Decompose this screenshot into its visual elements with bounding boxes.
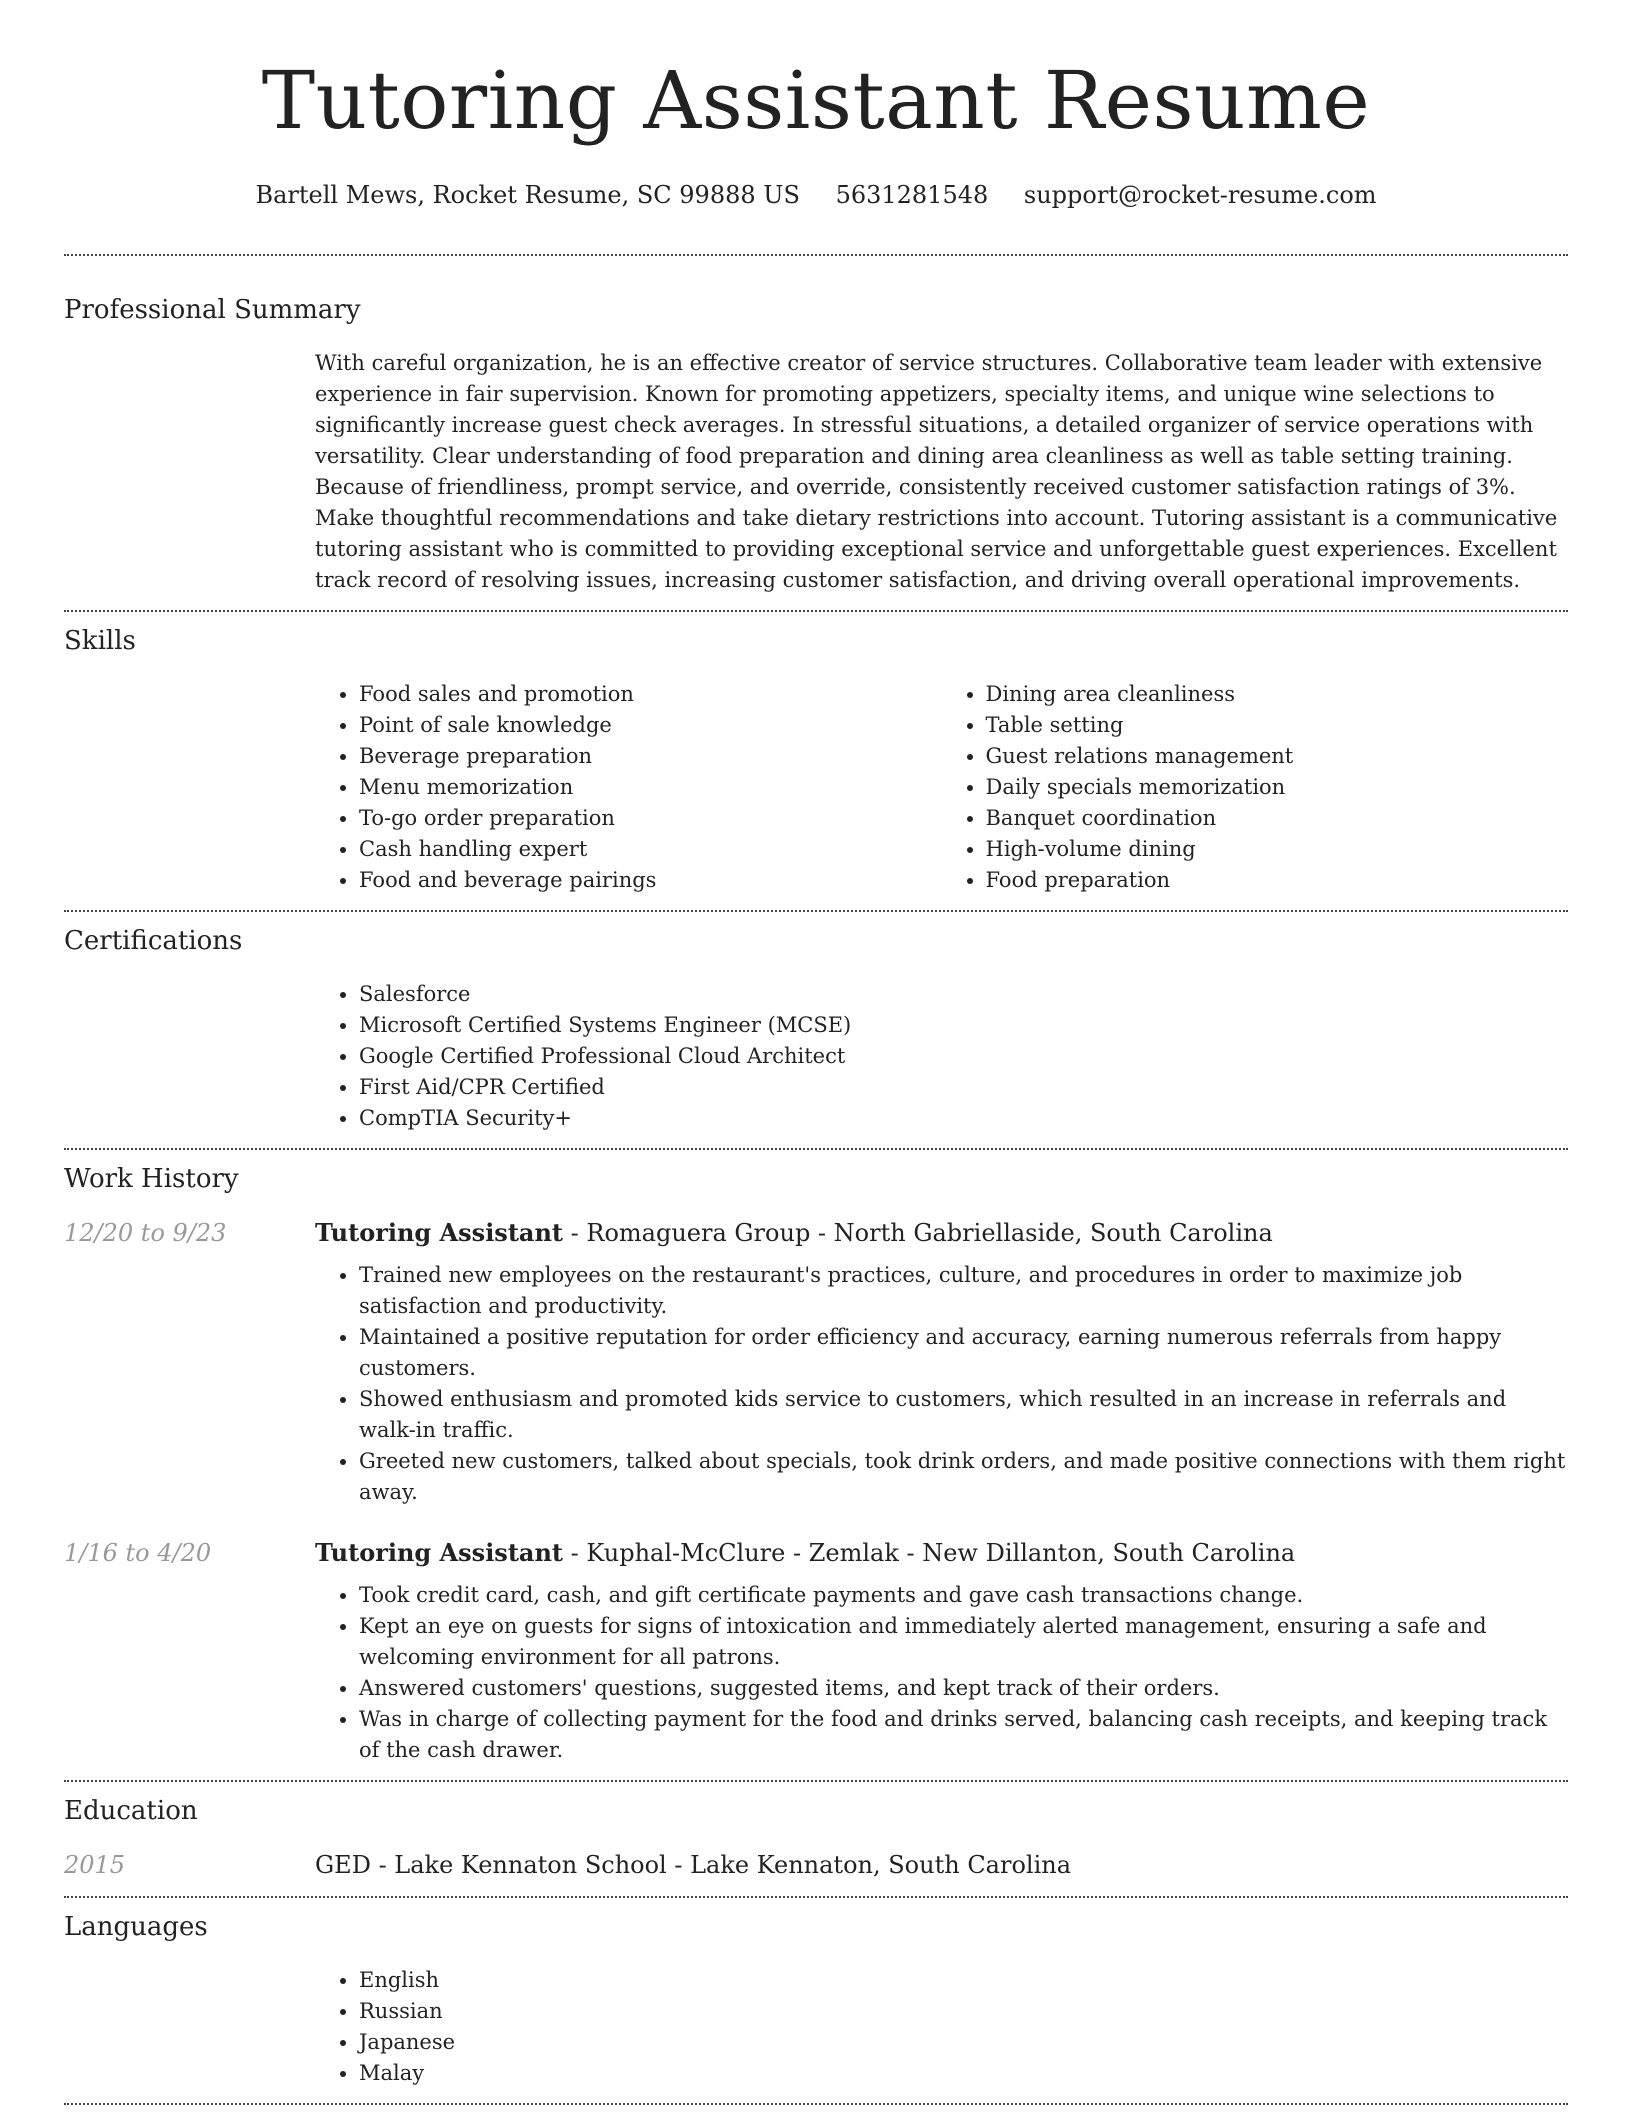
job-bullet: • Trained new employees on the restaurant's practices, culture, and procedures in order to maximize job satisfaction and productivity. xyxy=(359,1260,1568,1322)
skill-item: • Food sales and promotion xyxy=(359,679,942,710)
work-history-section xyxy=(64,1162,1568,1766)
job-bullet: • Maintained a positive reputation for order efficiency and accuracy, earning numerous referrals from happy customers. xyxy=(359,1322,1568,1384)
resume-title: Tutoring Assistant Resume xyxy=(261,54,1371,147)
contact-phone: 5631281548 xyxy=(835,181,989,209)
job-bullet: • Kept an eye on guests for signs of intoxication and immediately alerted management, ensuring a safe and welcoming environment for all patrons. xyxy=(359,1611,1568,1673)
certification-item: • Salesforce xyxy=(359,979,1568,1010)
job-bullet: • Took credit card, cash, and gift certificate payments and gave cash transactions change. xyxy=(359,1580,1568,1611)
contact-address: Bartell Mews, Rocket Resume, SC 99888 US xyxy=(255,181,800,209)
job-entry xyxy=(64,1216,1568,1508)
skill-item: • Food and beverage pairings xyxy=(359,865,942,896)
languages-list xyxy=(315,1965,1568,2089)
skill-item: • Daily specials memorization xyxy=(986,772,1569,803)
job-bullets xyxy=(315,1260,1568,1508)
section-divider xyxy=(64,1148,1568,1150)
job-dates: 12/20 to 9/23 xyxy=(64,1219,227,1247)
skill-item: • Beverage preparation xyxy=(359,741,942,772)
language-item: • Malay xyxy=(359,2058,1568,2089)
certification-item: • Microsoft Certified Systems Engineer (MCSE) xyxy=(359,1010,1568,1041)
skills-section xyxy=(64,624,1568,896)
education-date: 2015 xyxy=(64,1851,126,1879)
section-divider xyxy=(64,910,1568,912)
job-bullet: • Answered customers' questions, suggested items, and kept track of their orders. xyxy=(359,1673,1568,1704)
skills-list-left xyxy=(315,679,942,896)
section-divider xyxy=(64,610,1568,612)
skill-item: • To-go order preparation xyxy=(359,803,942,834)
contact-email: support@rocket-resume.com xyxy=(1023,181,1377,209)
certifications-heading: Certifications xyxy=(64,926,243,956)
skill-item: • Cash handling expert xyxy=(359,834,942,865)
section-divider xyxy=(64,2103,1568,2105)
header-divider xyxy=(64,254,1568,256)
education-heading: Education xyxy=(64,1796,198,1826)
language-item: • English xyxy=(359,1965,1568,1996)
job-title: Tutoring Assistant xyxy=(315,1218,563,1247)
skill-item: • Menu memorization xyxy=(359,772,942,803)
language-item: • Russian xyxy=(359,1996,1568,2027)
skill-item: • Table setting xyxy=(986,710,1569,741)
certifications-section xyxy=(64,924,1568,1134)
skill-item: • Food preparation xyxy=(986,865,1569,896)
certification-item: • Google Certified Professional Cloud Architect xyxy=(359,1041,1568,1072)
languages-heading: Languages xyxy=(64,1912,208,1942)
summary-text: With careful organization, he is an effective creator of service structures. Collaborative team leader with extensive experience in fair supervision. Known for promoting appetizers, specialty items, and unique wine selections to significantly increase guest check averages. In stressful situations, a detailed organizer of service operations with versatility. Clear understanding of food preparation and dining area cleanliness as well as table setting training. Because of friendliness, prompt service, and override, consistently received customer satisfaction ratings of 3%. Make thoughtful recommendations and take dietary restrictions into account. Tutoring assistant is a communicative tutoring assistant who is committed to providing exceptional service and unforgettable guest experiences. Excellent track record of resolving issues, increasing customer satisfaction, and driving overall operational improvements. xyxy=(315,351,1558,592)
skill-item: • High-volume dining xyxy=(986,834,1569,865)
job-bullet: • Was in charge of collecting payment for the food and drinks served, balancing cash receipts, and keeping track of the cash drawer. xyxy=(359,1704,1568,1766)
job-bullet: • Greeted new customers, talked about specials, took drink orders, and made positive connections with them right away. xyxy=(359,1446,1568,1508)
resume-page xyxy=(64,0,1568,2105)
languages-section xyxy=(64,1910,1568,2089)
contact-line xyxy=(64,178,1568,212)
language-item: • Japanese xyxy=(359,2027,1568,2058)
education-section xyxy=(64,1794,1568,1882)
job-bullet: • Showed enthusiasm and promoted kids service to customers, which resulted in an increase in referrals and walk-in traffic. xyxy=(359,1384,1568,1446)
section-divider xyxy=(64,1896,1568,1898)
certification-item: • First Aid/CPR Certified xyxy=(359,1072,1568,1103)
skill-item: • Point of sale knowledge xyxy=(359,710,942,741)
work-history-heading: Work History xyxy=(64,1164,239,1194)
certification-item: • CompTIA Security+ xyxy=(359,1103,1568,1134)
skill-item: • Guest relations management xyxy=(986,741,1569,772)
job-heading xyxy=(315,1216,1273,1250)
skills-list-right xyxy=(942,679,1569,896)
summary-heading: Professional Summary xyxy=(64,295,361,325)
section-divider xyxy=(64,1780,1568,1782)
summary-section xyxy=(64,293,1568,596)
skill-item: • Dining area cleanliness xyxy=(986,679,1569,710)
job-dates: 1/16 to 4/20 xyxy=(64,1539,212,1567)
job-details: - Romaguera Group - North Gabriellaside, South Carolina xyxy=(563,1219,1273,1247)
job-heading xyxy=(315,1536,1295,1570)
skills-heading: Skills xyxy=(64,626,136,656)
job-entry xyxy=(64,1536,1568,1766)
job-details: - Kuphal-McClure - Zemlak - New Dillanton, South Carolina xyxy=(563,1539,1296,1567)
job-title: Tutoring Assistant xyxy=(315,1538,563,1567)
job-bullets xyxy=(315,1580,1568,1766)
education-entry: GED - Lake Kennaton School - Lake Kennaton, South Carolina xyxy=(315,1851,1072,1879)
certifications-list xyxy=(315,979,1568,1134)
skill-item: • Banquet coordination xyxy=(986,803,1569,834)
